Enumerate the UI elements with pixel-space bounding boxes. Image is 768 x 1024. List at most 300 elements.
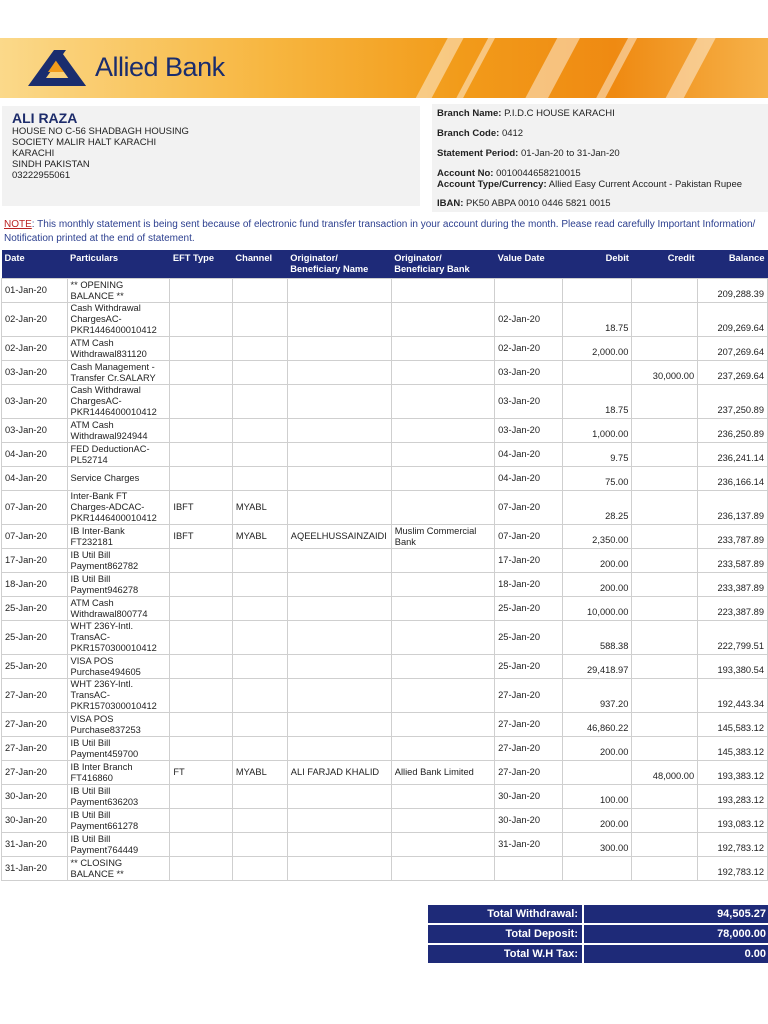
balance-cell: 236,137.89 (698, 491, 768, 525)
originator-name-cell (287, 679, 391, 713)
eft-type-cell (170, 279, 233, 303)
balance-cell: 233,387.89 (698, 573, 768, 597)
originator-bank-cell (391, 737, 494, 761)
value-date-cell: 07-Jan-20 (495, 491, 563, 525)
date-cell: 02-Jan-20 (2, 337, 68, 361)
balance-cell: 237,250.89 (698, 385, 768, 419)
date-cell: 27-Jan-20 (2, 737, 68, 761)
balance-cell: 193,283.12 (698, 785, 768, 809)
table-row (2, 361, 768, 385)
particulars-cell: VISA POS Purchase837253 (67, 713, 170, 737)
table-row (2, 655, 768, 679)
credit-cell (632, 491, 698, 525)
banner-streak (405, 38, 469, 98)
value-date-cell: 03-Jan-20 (495, 361, 563, 385)
debit-cell: 2,350.00 (562, 525, 632, 549)
value-date-cell: 04-Jan-20 (495, 467, 563, 491)
particulars-cell: ** OPENING BALANCE ** (67, 279, 170, 303)
channel-cell (232, 655, 287, 679)
originator-name-cell (287, 833, 391, 857)
originator-name-cell (287, 467, 391, 491)
channel-cell (232, 713, 287, 737)
credit-cell (632, 549, 698, 573)
value-date-cell: 30-Jan-20 (495, 809, 563, 833)
column-header: Date (2, 250, 68, 279)
table-row (2, 573, 768, 597)
particulars-cell: ATM Cash Withdrawal924944 (67, 419, 170, 443)
date-cell: 07-Jan-20 (2, 525, 68, 549)
originator-bank-cell (391, 549, 494, 573)
debit-cell: 28.25 (562, 491, 632, 525)
eft-type-cell (170, 443, 233, 467)
originator-name-cell (287, 303, 391, 337)
originator-name-cell (287, 857, 391, 881)
bank-name: Allied Bank (95, 52, 225, 82)
value-date-cell: 07-Jan-20 (495, 525, 563, 549)
particulars-cell: ATM Cash Withdrawal800774 (67, 597, 170, 621)
branch-code-value: 0412 (501, 128, 524, 139)
debit-cell: 200.00 (562, 737, 632, 761)
value-date-cell: 03-Jan-20 (495, 385, 563, 419)
debit-cell: 1,000.00 (562, 419, 632, 443)
date-cell: 27-Jan-20 (2, 713, 68, 737)
balance-cell: 192,443.34 (698, 679, 768, 713)
phone-number: 03222955061 (12, 170, 71, 181)
value-date-cell: 27-Jan-20 (495, 737, 563, 761)
header-banner (0, 38, 768, 98)
table-row (2, 679, 768, 713)
channel-cell (232, 549, 287, 573)
originator-name-cell (287, 597, 391, 621)
originator-bank-cell (391, 573, 494, 597)
originator-name-cell (287, 655, 391, 679)
table-row (2, 525, 768, 549)
date-cell: 03-Jan-20 (2, 361, 68, 385)
originator-bank-cell (391, 597, 494, 621)
credit-cell (632, 857, 698, 881)
originator-bank-cell (391, 809, 494, 833)
total-tax-value: 0.00 (584, 945, 768, 963)
originator-name-cell (287, 337, 391, 361)
particulars-cell: IB Util Bill Payment946278 (67, 573, 170, 597)
balance-cell: 145,583.12 (698, 713, 768, 737)
date-cell: 04-Jan-20 (2, 467, 68, 491)
total-deposit-label: Total Deposit: (428, 925, 582, 943)
column-header: Channel (232, 250, 287, 279)
value-date-cell: 02-Jan-20 (495, 337, 563, 361)
channel-cell (232, 679, 287, 713)
account-type-value: Allied Easy Current Account - Pakistan Rupee (548, 179, 743, 190)
debit-cell: 588.38 (562, 621, 632, 655)
date-cell: 27-Jan-20 (2, 761, 68, 785)
channel-cell (232, 597, 287, 621)
particulars-cell: WHT 236Y-Intl. TransAC-PKR1570300010412 (67, 679, 170, 713)
credit-cell (632, 573, 698, 597)
channel-cell: MYABL (232, 761, 287, 785)
channel-cell (232, 419, 287, 443)
value-date-cell: 27-Jan-20 (495, 713, 563, 737)
credit-cell (632, 737, 698, 761)
credit-cell (632, 419, 698, 443)
originator-name-cell (287, 385, 391, 419)
table-row (2, 279, 768, 303)
balance-cell: 192,783.12 (698, 857, 768, 881)
channel-cell (232, 737, 287, 761)
value-date-cell (495, 857, 563, 881)
balance-cell: 236,166.14 (698, 467, 768, 491)
particulars-cell: IB Util Bill Payment459700 (67, 737, 170, 761)
column-header: Debit (562, 250, 632, 279)
particulars-cell: Service Charges (67, 467, 170, 491)
balance-cell: 236,241.14 (698, 443, 768, 467)
credit-cell (632, 337, 698, 361)
credit-cell (632, 525, 698, 549)
credit-cell (632, 279, 698, 303)
value-date-cell: 31-Jan-20 (495, 833, 563, 857)
channel-cell (232, 279, 287, 303)
originator-name-cell (287, 419, 391, 443)
eft-type-cell (170, 361, 233, 385)
eft-type-cell (170, 679, 233, 713)
table-body (2, 279, 768, 881)
channel-cell (232, 857, 287, 881)
eft-type-cell: IBFT (170, 491, 233, 525)
table-row (2, 549, 768, 573)
column-header: Balance (698, 250, 768, 279)
credit-cell (632, 303, 698, 337)
value-date-cell (495, 279, 563, 303)
banner-streak (515, 38, 584, 98)
value-date-cell: 25-Jan-20 (495, 597, 563, 621)
value-date-cell: 18-Jan-20 (495, 573, 563, 597)
branch-name-label: Branch Name: (437, 108, 502, 119)
table-row (2, 737, 768, 761)
value-date-cell: 27-Jan-20 (495, 761, 563, 785)
channel-cell (232, 303, 287, 337)
date-cell: 25-Jan-20 (2, 597, 68, 621)
eft-type-cell (170, 833, 233, 857)
debit-cell: 46,860.22 (562, 713, 632, 737)
particulars-cell: IB Util Bill Payment636203 (67, 785, 170, 809)
credit-cell (632, 467, 698, 491)
originator-name-cell: ALI FARJAD KHALID (287, 761, 391, 785)
originator-name-cell (287, 491, 391, 525)
particulars-cell: Cash Management - Transfer Cr.SALARY (67, 361, 170, 385)
eft-type-cell (170, 713, 233, 737)
branch-name-value: P.I.D.C HOUSE KARACHI (504, 108, 615, 119)
balance-cell: 193,083.12 (698, 809, 768, 833)
eft-type-cell (170, 419, 233, 443)
debit-cell: 29,418.97 (562, 655, 632, 679)
table-row (2, 597, 768, 621)
table-row (2, 419, 768, 443)
total-deposit-value: 78,000.00 (584, 925, 768, 943)
date-cell: 18-Jan-20 (2, 573, 68, 597)
originator-name-cell (287, 809, 391, 833)
originator-bank-cell: Allied Bank Limited (391, 761, 494, 785)
account-type-row (437, 179, 742, 190)
table-row (2, 303, 768, 337)
particulars-cell: IB Util Bill Payment764449 (67, 833, 170, 857)
date-cell: 04-Jan-20 (2, 443, 68, 467)
value-date-cell: 27-Jan-20 (495, 679, 563, 713)
debit-cell: 18.75 (562, 303, 632, 337)
eft-type-cell (170, 303, 233, 337)
channel-cell (232, 573, 287, 597)
originator-bank-cell (391, 679, 494, 713)
originator-name-cell (287, 361, 391, 385)
credit-cell (632, 833, 698, 857)
originator-name-cell (287, 713, 391, 737)
account-no-row (437, 168, 581, 179)
particulars-cell: WHT 236Y-Intl. TransAC-PKR1570300010412 (67, 621, 170, 655)
particulars-cell: ATM Cash Withdrawal831120 (67, 337, 170, 361)
particulars-cell: Cash Withdrawal ChargesAC-PKR1446400010412 (67, 385, 170, 419)
originator-bank-cell (391, 443, 494, 467)
particulars-cell: VISA POS Purchase494605 (67, 655, 170, 679)
date-cell: 03-Jan-20 (2, 419, 68, 443)
account-info (432, 104, 768, 212)
column-header: Credit (632, 250, 698, 279)
credit-cell (632, 621, 698, 655)
balance-cell: 209,288.39 (698, 279, 768, 303)
total-deposit-row (428, 925, 768, 943)
value-date-cell: 25-Jan-20 (495, 655, 563, 679)
originator-name-cell (287, 785, 391, 809)
table-row (2, 467, 768, 491)
originator-bank-cell (391, 857, 494, 881)
iban-value: PK50 ABPA 0010 0446 5821 0015 (466, 198, 611, 209)
balance-cell: 193,380.54 (698, 655, 768, 679)
credit-cell (632, 385, 698, 419)
column-header: Value Date (495, 250, 563, 279)
particulars-cell: IB Inter-Bank FT232181 (67, 525, 170, 549)
originator-bank-cell (391, 361, 494, 385)
debit-cell (562, 361, 632, 385)
credit-cell (632, 443, 698, 467)
banner-streak (585, 38, 644, 98)
table-row (2, 833, 768, 857)
balance-cell: 223,387.89 (698, 597, 768, 621)
channel-cell: MYABL (232, 525, 287, 549)
balance-cell: 207,269.64 (698, 337, 768, 361)
debit-cell: 10,000.00 (562, 597, 632, 621)
particulars-cell: IB Util Bill Payment862782 (67, 549, 170, 573)
address-line: SOCIETY MALIR HALT KARACHI (12, 137, 157, 148)
total-tax-label: Total W.H Tax: (428, 945, 582, 963)
channel-cell (232, 467, 287, 491)
branch-name-row (437, 108, 615, 119)
channel-cell (232, 337, 287, 361)
channel-cell (232, 385, 287, 419)
debit-cell: 18.75 (562, 385, 632, 419)
balance-cell: 237,269.64 (698, 361, 768, 385)
eft-type-cell (170, 573, 233, 597)
originator-name-cell (287, 549, 391, 573)
balance-cell: 236,250.89 (698, 419, 768, 443)
originator-bank-cell (391, 713, 494, 737)
balance-cell: 233,587.89 (698, 549, 768, 573)
table-row (2, 713, 768, 737)
date-cell: 17-Jan-20 (2, 549, 68, 573)
value-date-cell: 17-Jan-20 (495, 549, 563, 573)
iban-row (437, 198, 611, 209)
table-row (2, 857, 768, 881)
table-row (2, 385, 768, 419)
debit-cell: 9.75 (562, 443, 632, 467)
total-withdrawal-label: Total Withdrawal: (428, 905, 582, 923)
particulars-cell: IB Util Bill Payment661278 (67, 809, 170, 833)
originator-name-cell (287, 737, 391, 761)
date-cell: 25-Jan-20 (2, 621, 68, 655)
originator-bank-cell (391, 385, 494, 419)
originator-bank-cell (391, 337, 494, 361)
debit-cell: 2,000.00 (562, 337, 632, 361)
debit-cell: 200.00 (562, 549, 632, 573)
originator-bank-cell (391, 785, 494, 809)
balance-cell: 193,383.12 (698, 761, 768, 785)
credit-cell (632, 597, 698, 621)
address-line: KARACHI (12, 148, 55, 159)
table-row (2, 785, 768, 809)
originator-bank-cell (391, 621, 494, 655)
eft-type-cell (170, 857, 233, 881)
total-tax-row (428, 945, 768, 963)
particulars-cell: IB Inter Branch FT416860 (67, 761, 170, 785)
eft-type-cell (170, 337, 233, 361)
debit-cell: 937.20 (562, 679, 632, 713)
balance-cell: 192,783.12 (698, 833, 768, 857)
account-no-label: Account No: (437, 168, 494, 179)
account-type-label: Account Type/Currency: (437, 179, 547, 190)
date-cell: 02-Jan-20 (2, 303, 68, 337)
channel-cell (232, 785, 287, 809)
credit-cell (632, 679, 698, 713)
eft-type-cell (170, 597, 233, 621)
balance-cell: 145,383.12 (698, 737, 768, 761)
balance-cell: 222,799.51 (698, 621, 768, 655)
debit-cell: 75.00 (562, 467, 632, 491)
table-row (2, 443, 768, 467)
totals-box (428, 905, 768, 965)
iban-label: IBAN: (437, 198, 464, 209)
statement-period-label: Statement Period: (437, 148, 519, 159)
originator-name-cell (287, 573, 391, 597)
date-cell: 25-Jan-20 (2, 655, 68, 679)
statement-note (4, 218, 764, 246)
eft-type-cell (170, 809, 233, 833)
originator-name-cell (287, 279, 391, 303)
date-cell: 31-Jan-20 (2, 833, 68, 857)
particulars-cell: Inter-Bank FT Charges-ADCAC-PKR1446400010412 (67, 491, 170, 525)
credit-cell (632, 809, 698, 833)
eft-type-cell (170, 549, 233, 573)
debit-cell: 200.00 (562, 573, 632, 597)
value-date-cell: 02-Jan-20 (495, 303, 563, 337)
column-header: Originator/ Beneficiary Bank (391, 250, 494, 279)
originator-name-cell: AQEELHUSSAINZAIDI (287, 525, 391, 549)
originator-bank-cell (391, 491, 494, 525)
particulars-cell: ** CLOSING BALANCE ** (67, 857, 170, 881)
originator-bank-cell (391, 279, 494, 303)
note-text: : This monthly statement is being sent because of electronic fund transfer transaction in your account during the month. Please read carefully Important Information/ Notification printed at the end of statement. (4, 219, 756, 244)
table-row (2, 809, 768, 833)
statement-period-row (437, 148, 620, 159)
eft-type-cell: IBFT (170, 525, 233, 549)
address-line: HOUSE NO C-56 SHADBAGH HOUSING (12, 126, 189, 137)
table-row (2, 491, 768, 525)
value-date-cell: 03-Jan-20 (495, 419, 563, 443)
allied-bank-logo-icon (26, 48, 88, 88)
eft-type-cell (170, 621, 233, 655)
table-row (2, 621, 768, 655)
channel-cell (232, 833, 287, 857)
eft-type-cell (170, 737, 233, 761)
column-header: Originator/ Beneficiary Name (287, 250, 391, 279)
eft-type-cell (170, 655, 233, 679)
channel-cell (232, 443, 287, 467)
banner-streak (655, 38, 721, 98)
date-cell: 01-Jan-20 (2, 279, 68, 303)
date-cell: 31-Jan-20 (2, 857, 68, 881)
channel-cell (232, 361, 287, 385)
originator-name-cell (287, 621, 391, 655)
originator-bank-cell (391, 467, 494, 491)
eft-type-cell (170, 785, 233, 809)
date-cell: 03-Jan-20 (2, 385, 68, 419)
credit-cell: 48,000.00 (632, 761, 698, 785)
debit-cell: 100.00 (562, 785, 632, 809)
eft-type-cell: FT (170, 761, 233, 785)
debit-cell (562, 857, 632, 881)
particulars-cell: Cash Withdrawal ChargesAC-PKR1446400010412 (67, 303, 170, 337)
originator-bank-cell (391, 419, 494, 443)
originator-bank-cell (391, 655, 494, 679)
column-header: Particulars (67, 250, 170, 279)
credit-cell (632, 655, 698, 679)
note-label: NOTE (4, 219, 32, 230)
customer-info (2, 106, 420, 206)
credit-cell (632, 713, 698, 737)
credit-cell (632, 785, 698, 809)
address-line: SINDH PAKISTAN (12, 159, 90, 170)
channel-cell (232, 809, 287, 833)
debit-cell: 300.00 (562, 833, 632, 857)
value-date-cell: 30-Jan-20 (495, 785, 563, 809)
table-row (2, 337, 768, 361)
branch-code-label: Branch Code: (437, 128, 500, 139)
debit-cell (562, 761, 632, 785)
date-cell: 30-Jan-20 (2, 785, 68, 809)
date-cell: 30-Jan-20 (2, 809, 68, 833)
date-cell: 27-Jan-20 (2, 679, 68, 713)
channel-cell (232, 621, 287, 655)
table-row (2, 761, 768, 785)
channel-cell: MYABL (232, 491, 287, 525)
eft-type-cell (170, 467, 233, 491)
originator-name-cell (287, 443, 391, 467)
balance-cell: 233,787.89 (698, 525, 768, 549)
value-date-cell: 25-Jan-20 (495, 621, 563, 655)
eft-type-cell (170, 385, 233, 419)
value-date-cell: 04-Jan-20 (495, 443, 563, 467)
table-header-row (2, 250, 768, 279)
statement-period-value: 01-Jan-20 to 31-Jan-20 (520, 148, 620, 159)
debit-cell: 200.00 (562, 809, 632, 833)
total-withdrawal-value: 94,505.27 (584, 905, 768, 923)
total-withdrawal-row (428, 905, 768, 923)
customer-name: ALI RAZA (12, 110, 78, 126)
